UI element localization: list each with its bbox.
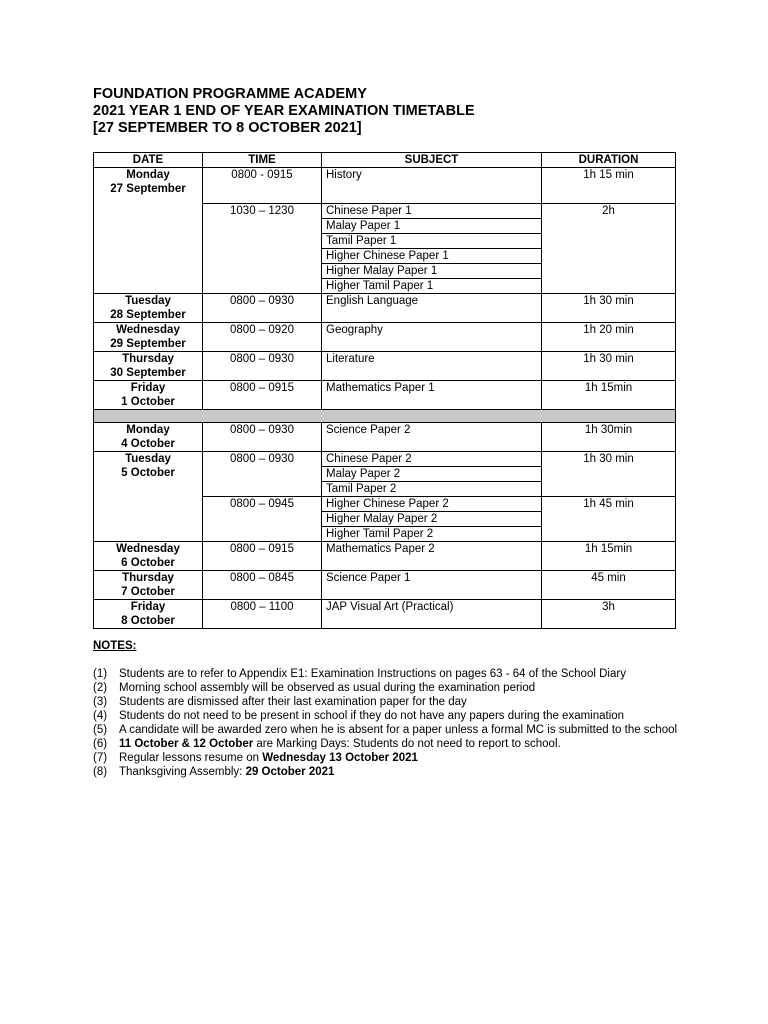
time-cell: 0800 – 0845 <box>203 571 322 600</box>
note-item <box>93 723 683 737</box>
duration-cell: 45 min <box>542 571 676 600</box>
header-school: FOUNDATION PROGRAMME ACADEMY <box>93 86 367 102</box>
date-cell: Monday 27 September <box>94 168 203 294</box>
subject-cell: Higher Chinese Paper 2 <box>322 497 542 512</box>
document-header <box>93 86 475 137</box>
time-cell: 0800 - 0915 <box>203 168 322 204</box>
note-bold: 11 October & 12 October <box>119 738 254 750</box>
note-item <box>93 709 683 723</box>
note-rest: Regular lessons resume on <box>119 752 263 764</box>
table-row <box>94 352 676 381</box>
subject-cell: Higher Malay Paper 2 <box>322 512 542 527</box>
header-subject: SUBJECT <box>322 153 542 168</box>
note-bold: 29 October 2021 <box>245 766 335 778</box>
note-item <box>93 667 683 681</box>
table-row <box>94 423 676 452</box>
header-date: DATE <box>94 153 203 168</box>
date-cell: Tuesday 28 September <box>94 294 203 323</box>
table-row <box>94 600 676 629</box>
note-item <box>93 765 683 779</box>
time-cell: 0800 – 0930 <box>203 294 322 323</box>
note-number: (3) <box>93 696 108 708</box>
table-row <box>94 323 676 352</box>
time-cell: 1030 – 1230 <box>203 204 322 294</box>
subject-cell: Tamil Paper 2 <box>322 482 542 497</box>
header-time: TIME <box>203 153 322 168</box>
table-row <box>94 294 676 323</box>
time-cell: 0800 – 0945 <box>203 497 322 542</box>
subject-cell: Mathematics Paper 1 <box>322 381 542 410</box>
subject-cell: Malay Paper 2 <box>322 467 542 482</box>
notes-title: NOTES: <box>93 640 137 652</box>
note-item <box>93 751 683 765</box>
duration-cell: 2h <box>542 204 676 294</box>
subject-cell: Tamil Paper 1 <box>322 234 542 249</box>
note-item <box>93 695 683 709</box>
header-duration: DURATION <box>542 153 676 168</box>
note-item <box>93 737 683 751</box>
subject-cell: English Language <box>322 294 542 323</box>
duration-cell: 1h 30 min <box>542 294 676 323</box>
date-cell: Monday 4 October <box>94 423 203 452</box>
time-cell: 0800 – 0930 <box>203 452 322 497</box>
time-cell: 0800 – 0915 <box>203 381 322 410</box>
note-text <box>119 737 683 751</box>
note-number: (8) <box>93 766 108 778</box>
time-cell: 0800 – 0930 <box>203 352 322 381</box>
duration-cell: 3h <box>542 600 676 629</box>
time-cell: 0800 – 0915 <box>203 542 322 571</box>
header-title: 2021 YEAR 1 END OF YEAR EXAMINATION TIMETABLE <box>93 103 475 119</box>
week-separator <box>94 410 676 423</box>
date-cell: Friday 1 October <box>94 381 203 410</box>
time-cell: 0800 – 0930 <box>203 423 322 452</box>
duration-cell: 1h 20 min <box>542 323 676 352</box>
note-bold: Wednesday 13 October 2021 <box>262 752 418 764</box>
duration-cell: 1h 30 min <box>542 452 676 497</box>
note-number: (5) <box>93 724 108 736</box>
note-text <box>119 765 683 779</box>
table-row <box>94 571 676 600</box>
note-number: (4) <box>93 710 108 722</box>
subject-cell: Geography <box>322 323 542 352</box>
note-number: (7) <box>93 752 108 764</box>
note-rest: are Marking Days: Students do not need to report to school. <box>253 738 561 750</box>
duration-cell: 1h 15min <box>542 381 676 410</box>
table-row <box>94 542 676 571</box>
note-text: Morning school assembly will be observed as usual during the examination period <box>119 682 536 694</box>
subject-cell: Literature <box>322 352 542 381</box>
duration-cell: 1h 30 min <box>542 352 676 381</box>
note-text: A candidate will be awarded zero when he is absent for a paper unless a formal MC is submitted to the school <box>119 724 678 736</box>
subject-cell: Malay Paper 1 <box>322 219 542 234</box>
note-text: Students do not need to be present in school if they do not have any papers during the examination <box>119 710 625 722</box>
date-cell: Wednesday 6 October <box>94 542 203 571</box>
time-cell: 0800 – 0920 <box>203 323 322 352</box>
note-text: Students are to refer to Appendix E1: Examination Instructions on pages 63 - 64 of the School Diary <box>119 668 626 680</box>
note-number: (1) <box>93 668 108 680</box>
week-separator-row <box>94 410 676 423</box>
timetable <box>93 152 676 629</box>
subject-cell: Mathematics Paper 2 <box>322 542 542 571</box>
duration-cell: 1h 15 min <box>542 168 676 204</box>
date-cell: Tuesday 5 October <box>94 452 203 542</box>
note-item <box>93 681 683 695</box>
duration-cell: 1h 45 min <box>542 497 676 542</box>
time-cell: 0800 – 1100 <box>203 600 322 629</box>
note-text <box>119 751 683 765</box>
note-rest: Thanksgiving Assembly: <box>119 766 246 778</box>
table-row <box>94 168 676 204</box>
table-row <box>94 452 676 467</box>
subject-cell: JAP Visual Art (Practical) <box>322 600 542 629</box>
subject-cell: Science Paper 2 <box>322 423 542 452</box>
date-cell: Thursday 30 September <box>94 352 203 381</box>
date-cell: Thursday 7 October <box>94 571 203 600</box>
subject-cell: Chinese Paper 1 <box>322 204 542 219</box>
header-dates: [27 SEPTEMBER TO 8 OCTOBER 2021] <box>93 120 362 136</box>
note-text: Students are dismissed after their last examination paper for the day <box>119 696 467 708</box>
subject-cell: Higher Tamil Paper 2 <box>322 527 542 542</box>
subject-cell: History <box>322 168 542 204</box>
table-header-row <box>94 153 676 168</box>
duration-cell: 1h 15min <box>542 542 676 571</box>
subject-cell: Science Paper 1 <box>322 571 542 600</box>
note-number: (6) <box>93 738 108 750</box>
subject-cell: Higher Chinese Paper 1 <box>322 249 542 264</box>
date-cell: Wednesday 29 September <box>94 323 203 352</box>
date-cell: Friday 8 October <box>94 600 203 629</box>
duration-cell: 1h 30min <box>542 423 676 452</box>
notes-section <box>93 639 683 779</box>
note-number: (2) <box>93 682 108 694</box>
subject-cell: Higher Malay Paper 1 <box>322 264 542 279</box>
table-row <box>94 381 676 410</box>
subject-cell: Chinese Paper 2 <box>322 452 542 467</box>
subject-cell: Higher Tamil Paper 1 <box>322 279 542 294</box>
